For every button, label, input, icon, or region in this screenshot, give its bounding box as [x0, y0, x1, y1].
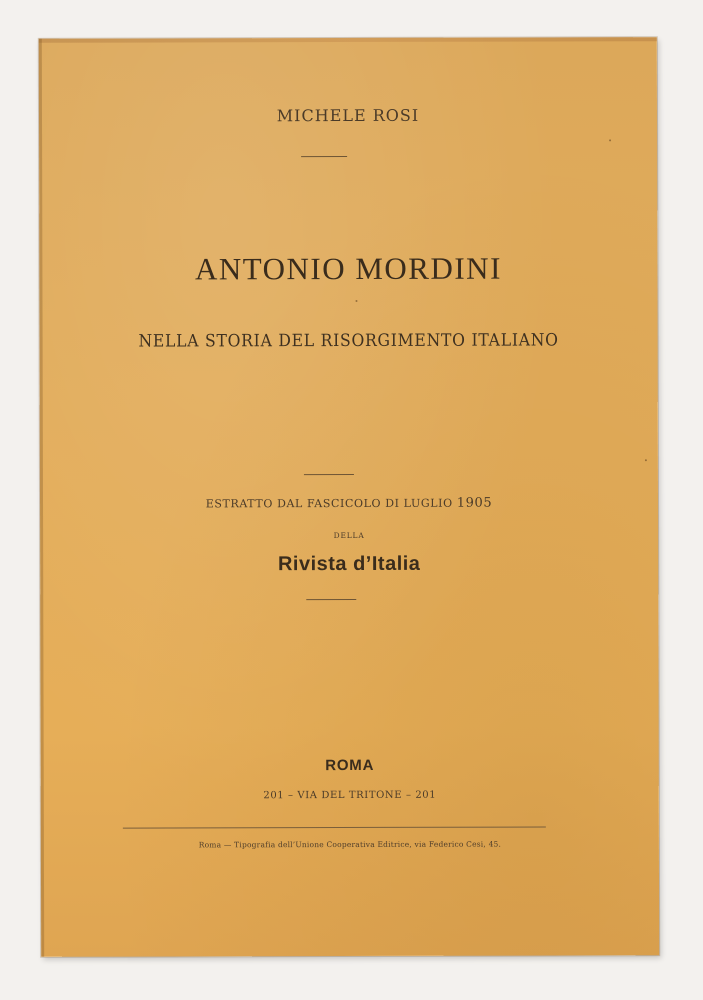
author-name: MICHELE ROSI	[276, 105, 420, 126]
extract-text: ESTRATTO DAL FASCICOLO DI LUGLIO	[205, 496, 453, 511]
paper-speck	[355, 300, 357, 302]
book-subtitle: NELLA STORIA DEL RISORGIMENTO ITALIANO	[138, 330, 559, 352]
extract-year: 1905	[456, 495, 493, 511]
divider-rule-3	[306, 599, 356, 600]
publisher-address: 201 – VIA DEL TRITONE – 201	[263, 789, 437, 802]
book-title: ANTONIO MORDINI	[194, 250, 502, 287]
printer-imprint: Roma — Tipografia dell’Unione Cooperativa Editrice, via Federico Cesi, 45.	[198, 839, 502, 850]
extract-note	[40, 495, 658, 512]
paper-speck	[645, 459, 647, 461]
journal-name: Rivista d’Italia	[277, 552, 421, 576]
divider-rule-2	[304, 474, 354, 475]
paper-speck	[609, 139, 611, 141]
printer-rule	[123, 826, 546, 828]
publisher-city: ROMA	[325, 756, 375, 775]
divider-rule-1	[301, 156, 347, 157]
pamphlet-cover	[39, 37, 659, 957]
della-label: DELLA	[333, 530, 365, 541]
